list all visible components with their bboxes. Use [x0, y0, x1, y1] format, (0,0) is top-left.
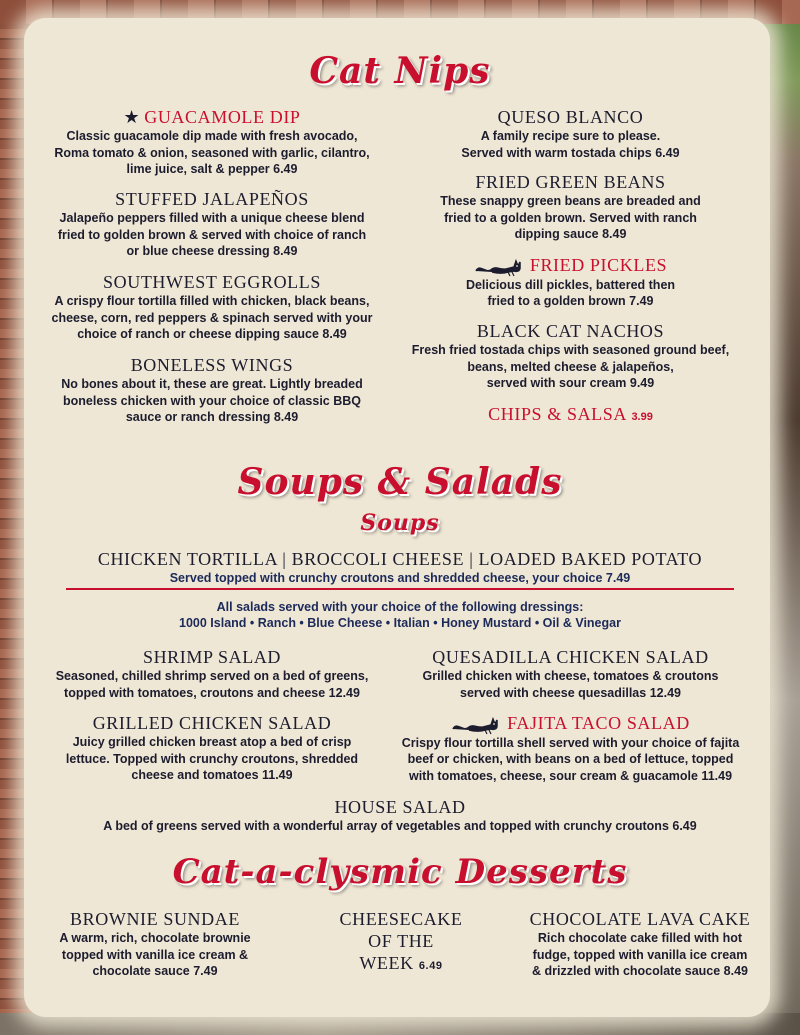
- item-name-line: CHEESECAKE: [339, 909, 463, 929]
- item-desc-line: fudge, topped with vanilla ice cream: [532, 947, 748, 962]
- menu-item-cheesecake-of-the-week: [318, 908, 484, 975]
- item-desc-line: Crispy flour tortilla shell served with your choice of fajita: [401, 735, 740, 750]
- item-desc-line: cheese and tomatoes 11.49: [131, 768, 293, 782]
- item-desc-line: A bed of greens served with a wonderful array of vegetables and topped with crunchy croutons 6.49: [103, 819, 697, 833]
- section-title-soups-salads: Soups & Salads: [237, 461, 563, 503]
- black-cat-icon: [474, 257, 524, 277]
- item-desc-line: & drizzled with chocolate sauce 8.49: [531, 964, 749, 978]
- menu-item-brownie-sundae: [40, 908, 270, 980]
- item-desc-line: Classic guacamole dip made with fresh avocado,: [66, 129, 358, 143]
- item-desc-line: dipping sauce 8.49: [514, 227, 627, 241]
- menu-item-chocolate-lava-cake: [520, 908, 760, 980]
- item-desc-line: beans, melted cheese & jalapeños,: [467, 359, 674, 374]
- item-name: FRIED PICKLES: [398, 254, 743, 277]
- dressings-intro: All salads served with your choice of the following dressings:: [216, 600, 584, 614]
- item-name: QUESADILLA CHICKEN SALAD: [432, 647, 709, 667]
- menu-item-fried-pickles: [398, 254, 743, 310]
- item-desc-line: with tomatoes, cheese, sour cream & guacamole 11.49: [408, 768, 733, 783]
- item-desc-line: Fresh fried tostada chips with seasoned ground beef,: [411, 343, 730, 357]
- item-desc-line: topped with tomatoes, croutons and cheese 12.49: [64, 685, 360, 700]
- item-desc-line: A warm, rich, chocolate brownie: [59, 931, 251, 945]
- item-desc-line: boneless chicken with your choice of classic BBQ: [62, 393, 361, 408]
- item-desc-line: topped with vanilla ice cream &: [61, 947, 249, 962]
- divider: [66, 588, 734, 590]
- menu-item-house-salad: [0, 796, 800, 835]
- item-name-line: WEEK 6.49: [359, 953, 443, 973]
- section-title-cat-nips: Cat Nips: [309, 50, 491, 92]
- item-desc-line: Jalapeño peppers filled with a unique cheese blend: [59, 211, 365, 225]
- star-icon: ★: [123, 107, 141, 127]
- menu-item-guacamole-dip: [40, 106, 384, 178]
- item-desc-line: fried to a golden brown 7.49: [487, 294, 654, 309]
- item-desc-line: lime juice, salt & pepper 6.49: [126, 162, 298, 176]
- item-desc-line: beef or chicken, with beans on a bed of lettuce, topped: [407, 752, 734, 767]
- item-name: BONELESS WINGS: [130, 355, 294, 375]
- menu-item-queso-blanco: [398, 106, 743, 161]
- menu-item-chips-salsa: [398, 403, 743, 426]
- item-name: STUFFED JALAPEÑOS: [115, 189, 309, 209]
- subsection-title-soups: Soups: [360, 510, 440, 536]
- soups-line: CHICKEN TORTILLA | BROCCOLI CHEESE | LOADED BAKED POTATO: [97, 549, 703, 569]
- item-desc-line: Rich chocolate cake filled with hot: [537, 931, 743, 945]
- item-desc-line: Served with warm tostada chips 6.49: [461, 145, 680, 160]
- section-title-desserts: Cat-a-clysmic Desserts: [172, 852, 628, 892]
- item-desc-line: Roma tomato & onion, seasoned with garlic, cilantro,: [54, 145, 370, 160]
- item-desc-line: Juicy grilled chicken breast atop a bed of crisp: [72, 735, 352, 749]
- item-desc-line: A crispy flour tortilla filled with chicken, black beans,: [54, 294, 370, 308]
- item-desc-line: cheese, corn, red peppers & spinach served with your: [51, 310, 373, 325]
- item-price: 6.49: [418, 960, 443, 972]
- item-desc-line: choice of ranch or cheese dipping sauce 8.49: [77, 327, 347, 341]
- menu-item-grilled-chicken-salad: [40, 712, 384, 784]
- menu-item-boneless-wings: [40, 354, 384, 426]
- item-name: CHIPS & SALSA: [488, 404, 627, 424]
- item-desc-line: or blue cheese dressing 8.49: [126, 244, 298, 258]
- item-name: BLACK CAT NACHOS: [476, 321, 665, 341]
- item-name: CHOCOLATE LAVA CAKE: [529, 909, 751, 929]
- menu-item-black-cat-nachos: [398, 320, 743, 392]
- item-desc-line: No bones about it, these are great. Lightly breaded: [61, 377, 363, 391]
- item-desc-line: served with sour cream 9.49: [486, 376, 655, 390]
- item-name-line: OF THE: [368, 931, 434, 951]
- item-desc-line: Grilled chicken with cheese, tomatoes & croutons: [422, 669, 719, 683]
- item-desc-line: fried to a golden brown. Served with ranch: [444, 210, 697, 225]
- black-cat-icon: [451, 715, 501, 735]
- item-desc-line: lettuce. Topped with crunchy croutons, shredded: [65, 751, 359, 766]
- item-name: FAJITA TACO SALAD: [398, 712, 743, 735]
- item-desc-line: Delicious dill pickles, battered then: [465, 277, 676, 292]
- soups-desc: Served topped with crunchy croutons and shredded cheese, your choice 7.49: [169, 571, 631, 585]
- item-desc-line: These snappy green beans are breaded and: [440, 194, 701, 208]
- menu-item-fried-green-beans: [398, 171, 743, 243]
- item-desc-line: served with cheese quesadillas 12.49: [460, 685, 681, 700]
- item-name: HOUSE SALAD: [334, 797, 466, 817]
- dressings-list: 1000 Island • Ranch • Blue Cheese • Italian • Honey Mustard • Oil & Vinegar: [179, 616, 621, 630]
- menu-item-southwest-eggrolls: [40, 271, 384, 343]
- item-name: BROWNIE SUNDAE: [70, 909, 240, 929]
- item-desc-line: Seasoned, chilled shrimp served on a bed of greens,: [55, 669, 369, 683]
- menu-item-quesadilla-chicken-salad: [398, 646, 743, 701]
- item-name: SOUTHWEST EGGROLLS: [103, 272, 321, 292]
- menu-item-shrimp-salad: [40, 646, 384, 701]
- item-price: 3.99: [631, 411, 653, 423]
- item-name: FRIED GREEN BEANS: [475, 172, 666, 192]
- item-name: SHRIMP SALAD: [142, 647, 282, 667]
- item-desc-line: sauce or ranch dressing 8.49: [125, 410, 299, 424]
- item-name: ★ GUACAMOLE DIP: [123, 107, 301, 127]
- item-desc-line: A family recipe sure to please.: [480, 129, 661, 143]
- item-name: GRILLED CHICKEN SALAD: [92, 713, 332, 733]
- item-desc-line: fried to golden brown & served with choice of ranch: [57, 227, 367, 242]
- item-desc-line: chocolate sauce 7.49: [92, 964, 218, 978]
- item-name: QUESO BLANCO: [497, 107, 644, 127]
- menu-item-fajita-taco-salad: [398, 712, 743, 784]
- menu-item-stuffed-jalapenos: [40, 188, 384, 260]
